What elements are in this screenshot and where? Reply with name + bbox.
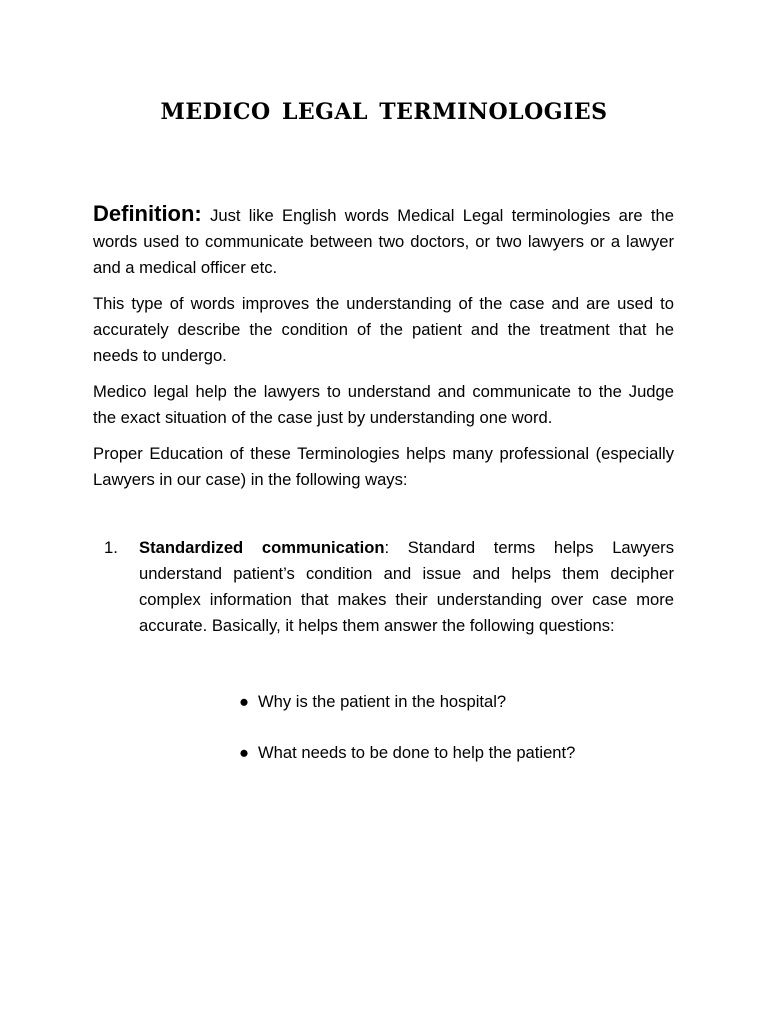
document-body xyxy=(93,201,674,791)
definition-label: Definition: xyxy=(93,201,202,226)
paragraph-1: This type of words improves the understanding of the case and are used to accurately describe the condition of the patient and the treatment that he needs to undergo. xyxy=(93,294,674,365)
bullet-text: Why is the patient in the hospital? xyxy=(258,692,507,711)
bullet-item xyxy=(93,740,674,766)
list-item xyxy=(93,535,674,639)
list-term: Standardized communication xyxy=(139,538,385,557)
bullet-icon: ● xyxy=(239,743,250,762)
list-text: : Standard terms helps Lawyers understand patient’s condition and issue and helps them decipher complex information that makes their understanding over case more accurate. Basically, it helps them answer the following questions: xyxy=(139,538,674,635)
list-number: 1. xyxy=(104,538,118,557)
definition-text: Just like English words Medical Legal terminologies are the words used to communicate between two doctors, or two lawyers or a lawyer and a medical officer etc. xyxy=(93,206,674,277)
paragraph-2: Medico legal help the lawyers to understand and communicate to the Judge the exact situation of the case just by understanding one word. xyxy=(93,382,674,427)
numbered-list xyxy=(93,535,674,639)
page-title: medico legal terminologies xyxy=(160,91,608,127)
bullet-item xyxy=(93,689,674,715)
paragraph-3: Proper Education of these Terminologies helps many professional (especially Lawyers in our case) in the following ways: xyxy=(93,444,674,489)
bullet-text: What needs to be done to help the patient? xyxy=(258,743,576,762)
definition-paragraph xyxy=(93,201,674,281)
bullet-icon: ● xyxy=(239,692,250,711)
bullet-list xyxy=(93,689,674,766)
